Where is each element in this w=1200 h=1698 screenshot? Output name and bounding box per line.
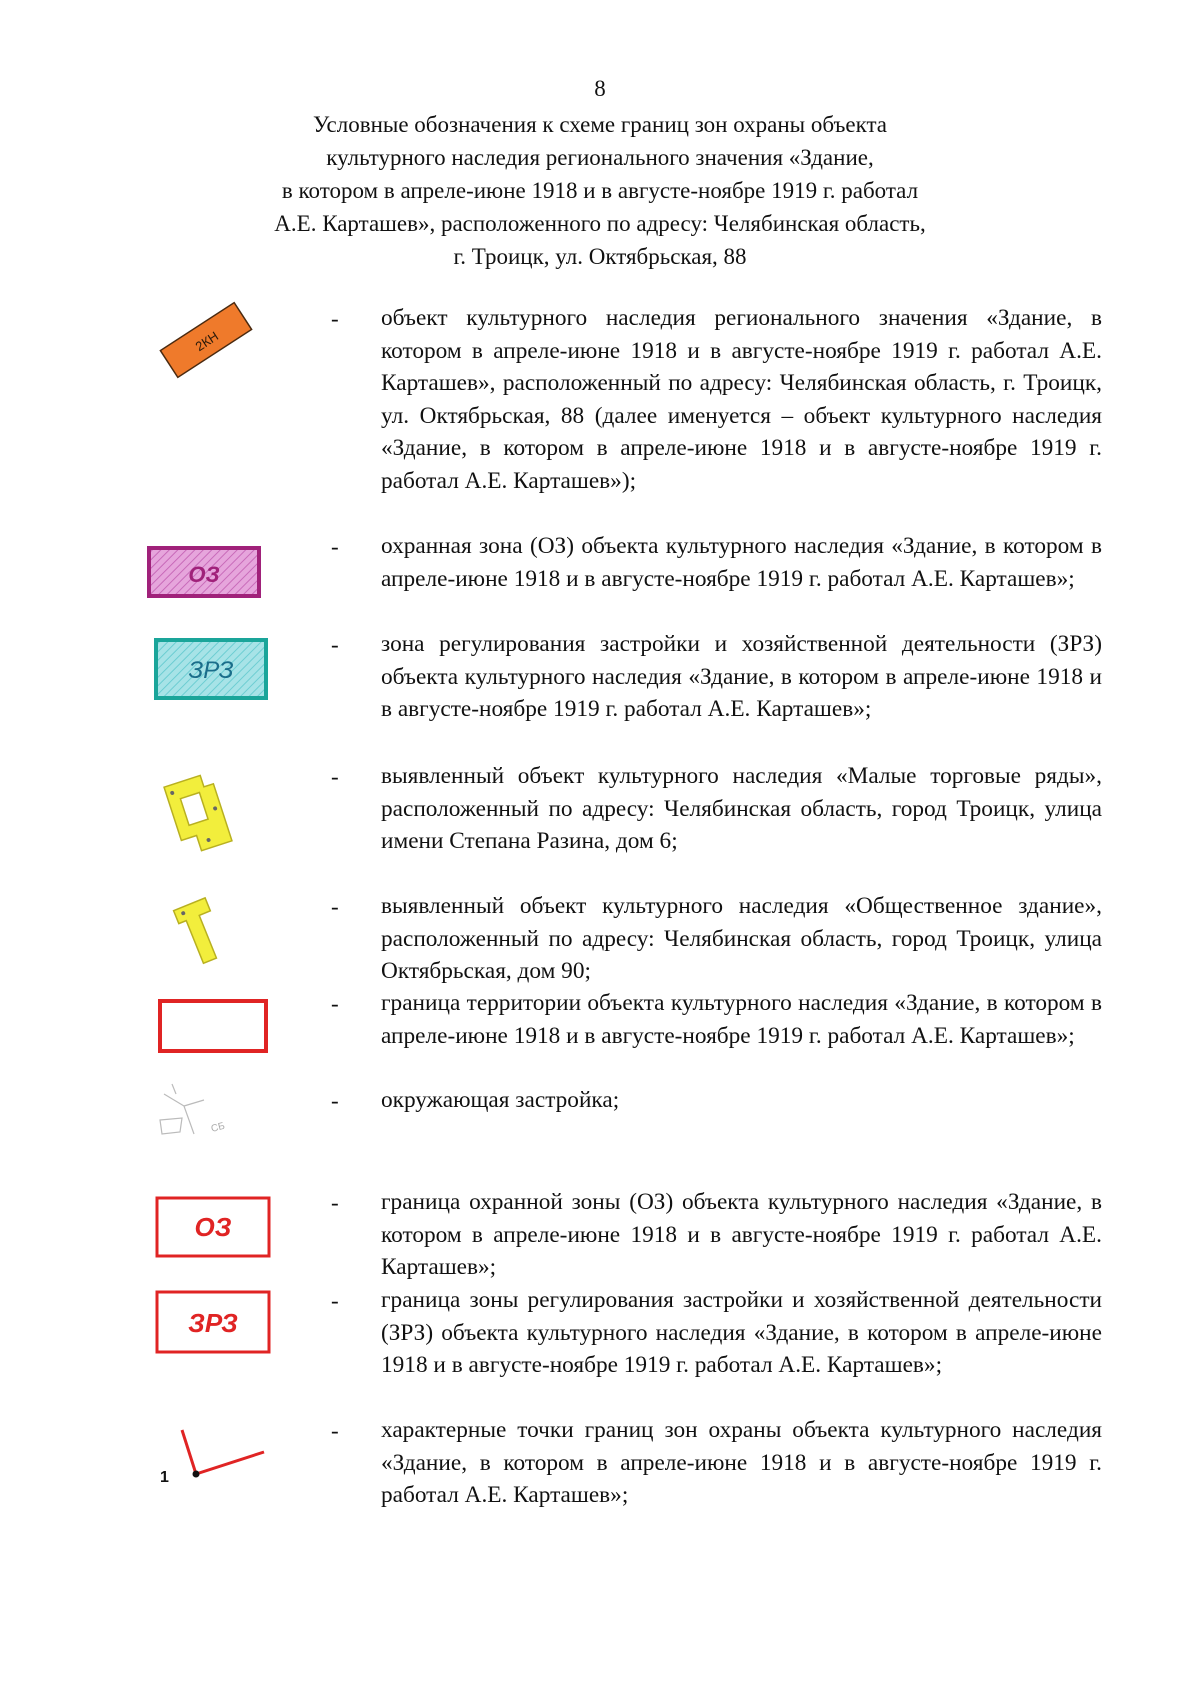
heritage-object-icon — [150, 302, 270, 382]
legend-dash: - — [331, 534, 339, 559]
legend-description: объект культурного наследия регионального значения «Здание, в котором в апреле-июне 1918 и в августе-ноябре 1919 г. работал А.Е. Карташев», расположенный по адресу: Челябинская область, г. Троицк, ул. Октябрьская, 88 (далее именуется – объект культурного наследия «Здание, в котором в апреле-июне 1918 и в августе-ноябре 1919 г. работал А.Е. Карташев»); — [381, 305, 1102, 494]
legend-dash: - — [331, 991, 339, 1016]
identified-object-shape-icon — [158, 770, 238, 860]
legend-title — [150, 108, 1050, 273]
legend-description: окружающая застройка; — [381, 1087, 620, 1113]
regulation-zone-border-icon — [155, 1290, 271, 1354]
protection-zone-icon — [147, 546, 261, 600]
legend-dash: - — [331, 1190, 339, 1215]
legend-description: граница территории объекта культурного наследия «Здание, в котором в апреле-июне 1918 и в августе-ноябре 1919 г. работал А.Е. Карташев»; — [381, 990, 1102, 1049]
surrounding-buildings-icon — [154, 1080, 244, 1146]
legend-dash: - — [331, 632, 339, 657]
legend-dash: - — [331, 894, 339, 919]
protection-zone-border-icon-label: ОЗ — [194, 1212, 232, 1242]
title-line: Условные обозначения к схеме границ зон охраны объекта — [313, 112, 887, 137]
legend-description: характерные точки границ зон охраны объекта культурного наследия «Здание, в котором в апреле-июне 1918 и в августе-ноябре 1919 г. работал А.Е. Карташев»; — [381, 1417, 1102, 1508]
boundary-point-number: 1 — [160, 1469, 169, 1486]
legend-dash: - — [331, 764, 339, 789]
legend-description: зона регулирования застройки и хозяйственной деятельности (ЗРЗ) объекта культурного наследия «Здание, в котором в апреле-июне 1918 и в августе-ноябре 1919 г. работал А.Е. Карташев»; — [381, 631, 1102, 722]
legend-dash: - — [331, 1288, 339, 1313]
regulation-zone-border-icon-label: ЗРЗ — [188, 1308, 238, 1338]
protection-zone-icon-label: ОЗ — [188, 562, 220, 587]
title-line: г. Троицк, ул. Октябрьская, 88 — [453, 244, 747, 269]
legend-description: граница охранной зоны (ОЗ) объекта культурного наследия «Здание, в котором в апреле-июне 1918 и в августе-ноябре 1919 г. работал А.Е. Карташев»; — [381, 1189, 1102, 1280]
title-line: культурного наследия регионального значения «Здание, — [326, 145, 874, 170]
page-number: 8 — [594, 76, 606, 101]
legend-dash: - — [331, 306, 339, 331]
regulation-zone-icon-label: ЗРЗ — [188, 657, 234, 684]
legend-description: охранная зона (ОЗ) объекта культурного наследия «Здание, в котором в апреле-июне 1918 и в августе-ноябре 1919 г. работал А.Е. Карташев»; — [381, 533, 1102, 592]
title-line: в котором в апреле-июне 1918 и в августе-ноябре 1919 г. работал — [281, 178, 919, 203]
legend-dash: - — [331, 1088, 339, 1113]
heritage-object-icon-label: 2КН — [192, 328, 222, 355]
title-line: А.Е. Карташев», расположенного по адресу: Челябинская область, — [274, 211, 926, 236]
identified-object-shape-icon — [170, 890, 250, 970]
surrounding-buildings-icon-label: СБ — [209, 1120, 227, 1135]
legend-description: граница зоны регулирования застройки и хозяйственной деятельности (ЗРЗ) объекта культурного наследия «Здание, в котором в апреле-июне 1918 и в августе-ноябре 1919 г. работал А.Е. Карташев»; — [381, 1287, 1102, 1378]
territory-border-icon — [158, 999, 270, 1055]
legend-dash: - — [331, 1418, 339, 1443]
regulation-zone-icon — [154, 638, 268, 702]
legend-description: выявленный объект культурного наследия «Малые торговые ряды», расположенный по адресу: Челябинская область, город Троицк, улица имени Степана Разина, дом 6; — [381, 763, 1102, 854]
legend-description: выявленный объект культурного наследия «Общественное здание», расположенный по адресу: Челябинская область, город Троицк, улица Октябрьская, дом 90; — [381, 893, 1102, 984]
protection-zone-border-icon — [155, 1196, 271, 1258]
boundary-point-icon — [156, 1424, 276, 1494]
